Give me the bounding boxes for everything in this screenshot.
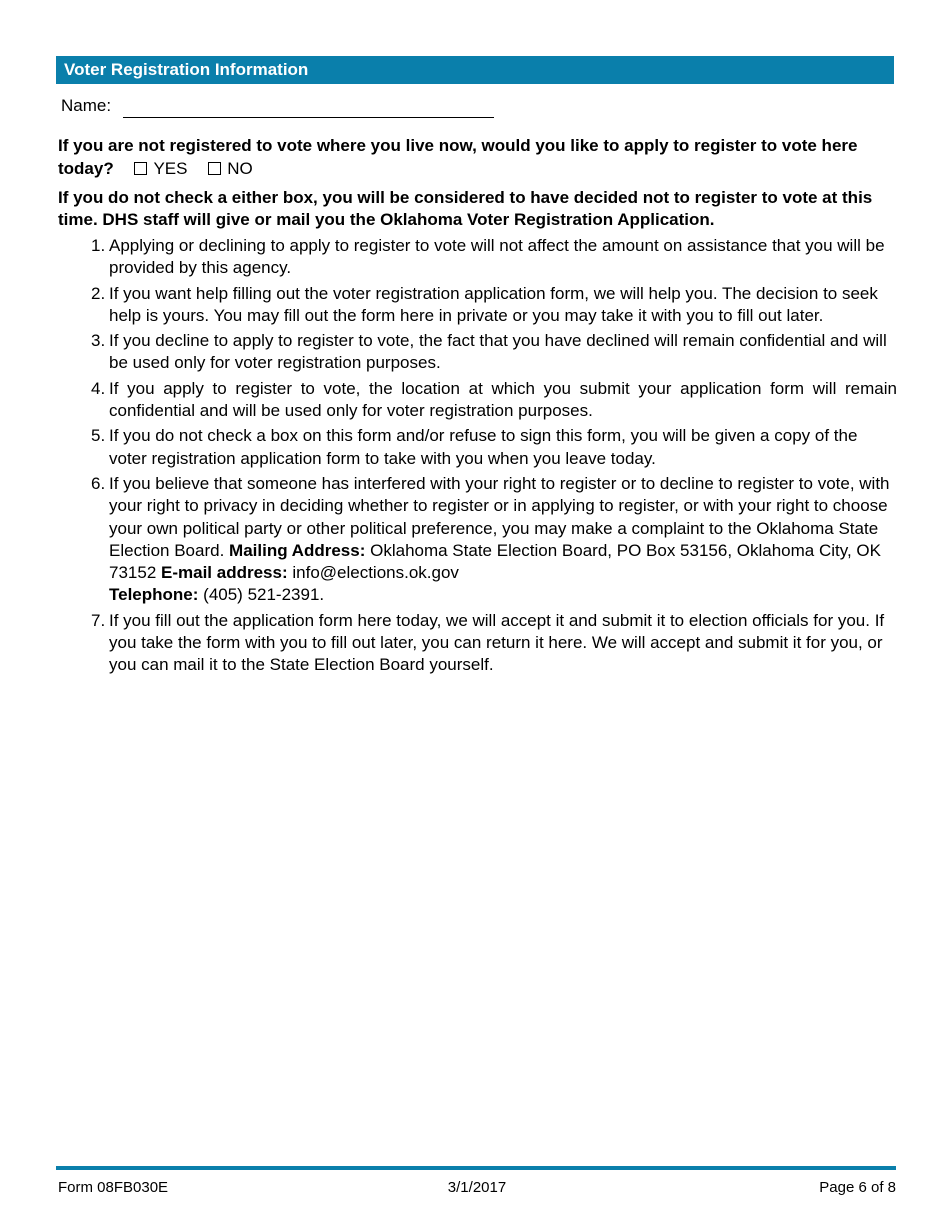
item-text: If you fill out the application form here today, we will accept it and submit it to election officials for you. If you take the form with you to fill out later, you can return it here. We will accept and submit it for you, or you can mail it to the State Election Board yourself. — [109, 610, 885, 675]
telephone-value: (405) 521-2391. — [203, 585, 325, 605]
email-label: E-mail address: — [161, 563, 288, 583]
rights-list — [91, 235, 897, 680]
list-item — [91, 473, 897, 607]
answer-options — [118, 159, 252, 178]
register-question — [58, 134, 898, 180]
item-number: 6. — [91, 473, 106, 493]
default-decision-notice: If you do not check a either box, you will be considered to have decided not to register to vote at this time. DHS staff will give or mail you the Oklahoma Voter Registration Application. — [58, 188, 873, 229]
name-field-label: Name: — [61, 96, 112, 115]
item-text: If you do not check a box on this form and/or refuse to sign this form, you will be given a copy of the voter registration application form to take with you when you leave today. — [109, 426, 858, 468]
footer-divider — [56, 1166, 896, 1170]
item-text: Applying or declining to apply to register to vote will not affect the amount on assistance that you will be provided by this agency. — [109, 236, 885, 278]
email-value: info@elections.ok.gov — [292, 563, 459, 583]
item-number: 7. — [91, 610, 106, 630]
yes-label: YES — [153, 159, 188, 178]
mailing-address-value: Oklahoma State Election Board, PO Box 53156, Oklahoma City, OK 73152 — [109, 540, 881, 583]
item-number: 3. — [91, 331, 106, 351]
item-number: 2. — [91, 283, 106, 303]
item-text: If you apply to register to vote, the location at which you submit your application form will remain confidential and will be used only for voter registration purposes. — [109, 378, 897, 421]
yes-checkbox[interactable] — [134, 162, 147, 175]
no-label: NO — [227, 159, 253, 178]
question-text: If you are not registered to vote where you live now, would you like to apply to register to vote here today? — [58, 136, 858, 178]
list-item — [91, 283, 897, 328]
form-date: 3/1/2017 — [447, 1179, 507, 1196]
telephone-label: Telephone: — [109, 585, 199, 605]
item-text: If you decline to apply to register to vote, the fact that you have declined will remain confidential and will be used only for voter registration purposes. — [109, 331, 887, 373]
no-checkbox[interactable] — [208, 162, 221, 175]
item-number: 4. — [91, 378, 106, 398]
name-input-line[interactable] — [123, 117, 494, 118]
form-id: Form 08FB030E — [58, 1179, 169, 1196]
item-number: 1. — [91, 236, 106, 255]
section-title: Voter Registration Information — [64, 60, 309, 79]
page-number: Page 6 of 8 — [819, 1179, 896, 1196]
list-item — [91, 235, 897, 280]
item-text: If you want help filling out the voter registration application form, we will help you. The decision to seek help is yours. You may fill out the form here in private or you may take it with you to fill out later. — [109, 283, 878, 325]
section-header — [56, 56, 894, 84]
list-item — [91, 425, 897, 470]
list-item — [91, 378, 897, 423]
list-item — [91, 610, 897, 677]
list-item — [91, 330, 897, 375]
item-number: 5. — [91, 426, 106, 446]
item-text: If you believe that someone has interfered with your right to register or to decline to register to vote, with your right to privacy in deciding whether to register or in applying to register, or with your right to choose your own political party or other political preference, you may make a complaint to the Oklahoma State Election Board. — [109, 473, 890, 560]
mailing-address-label: Mailing Address: — [229, 540, 366, 560]
